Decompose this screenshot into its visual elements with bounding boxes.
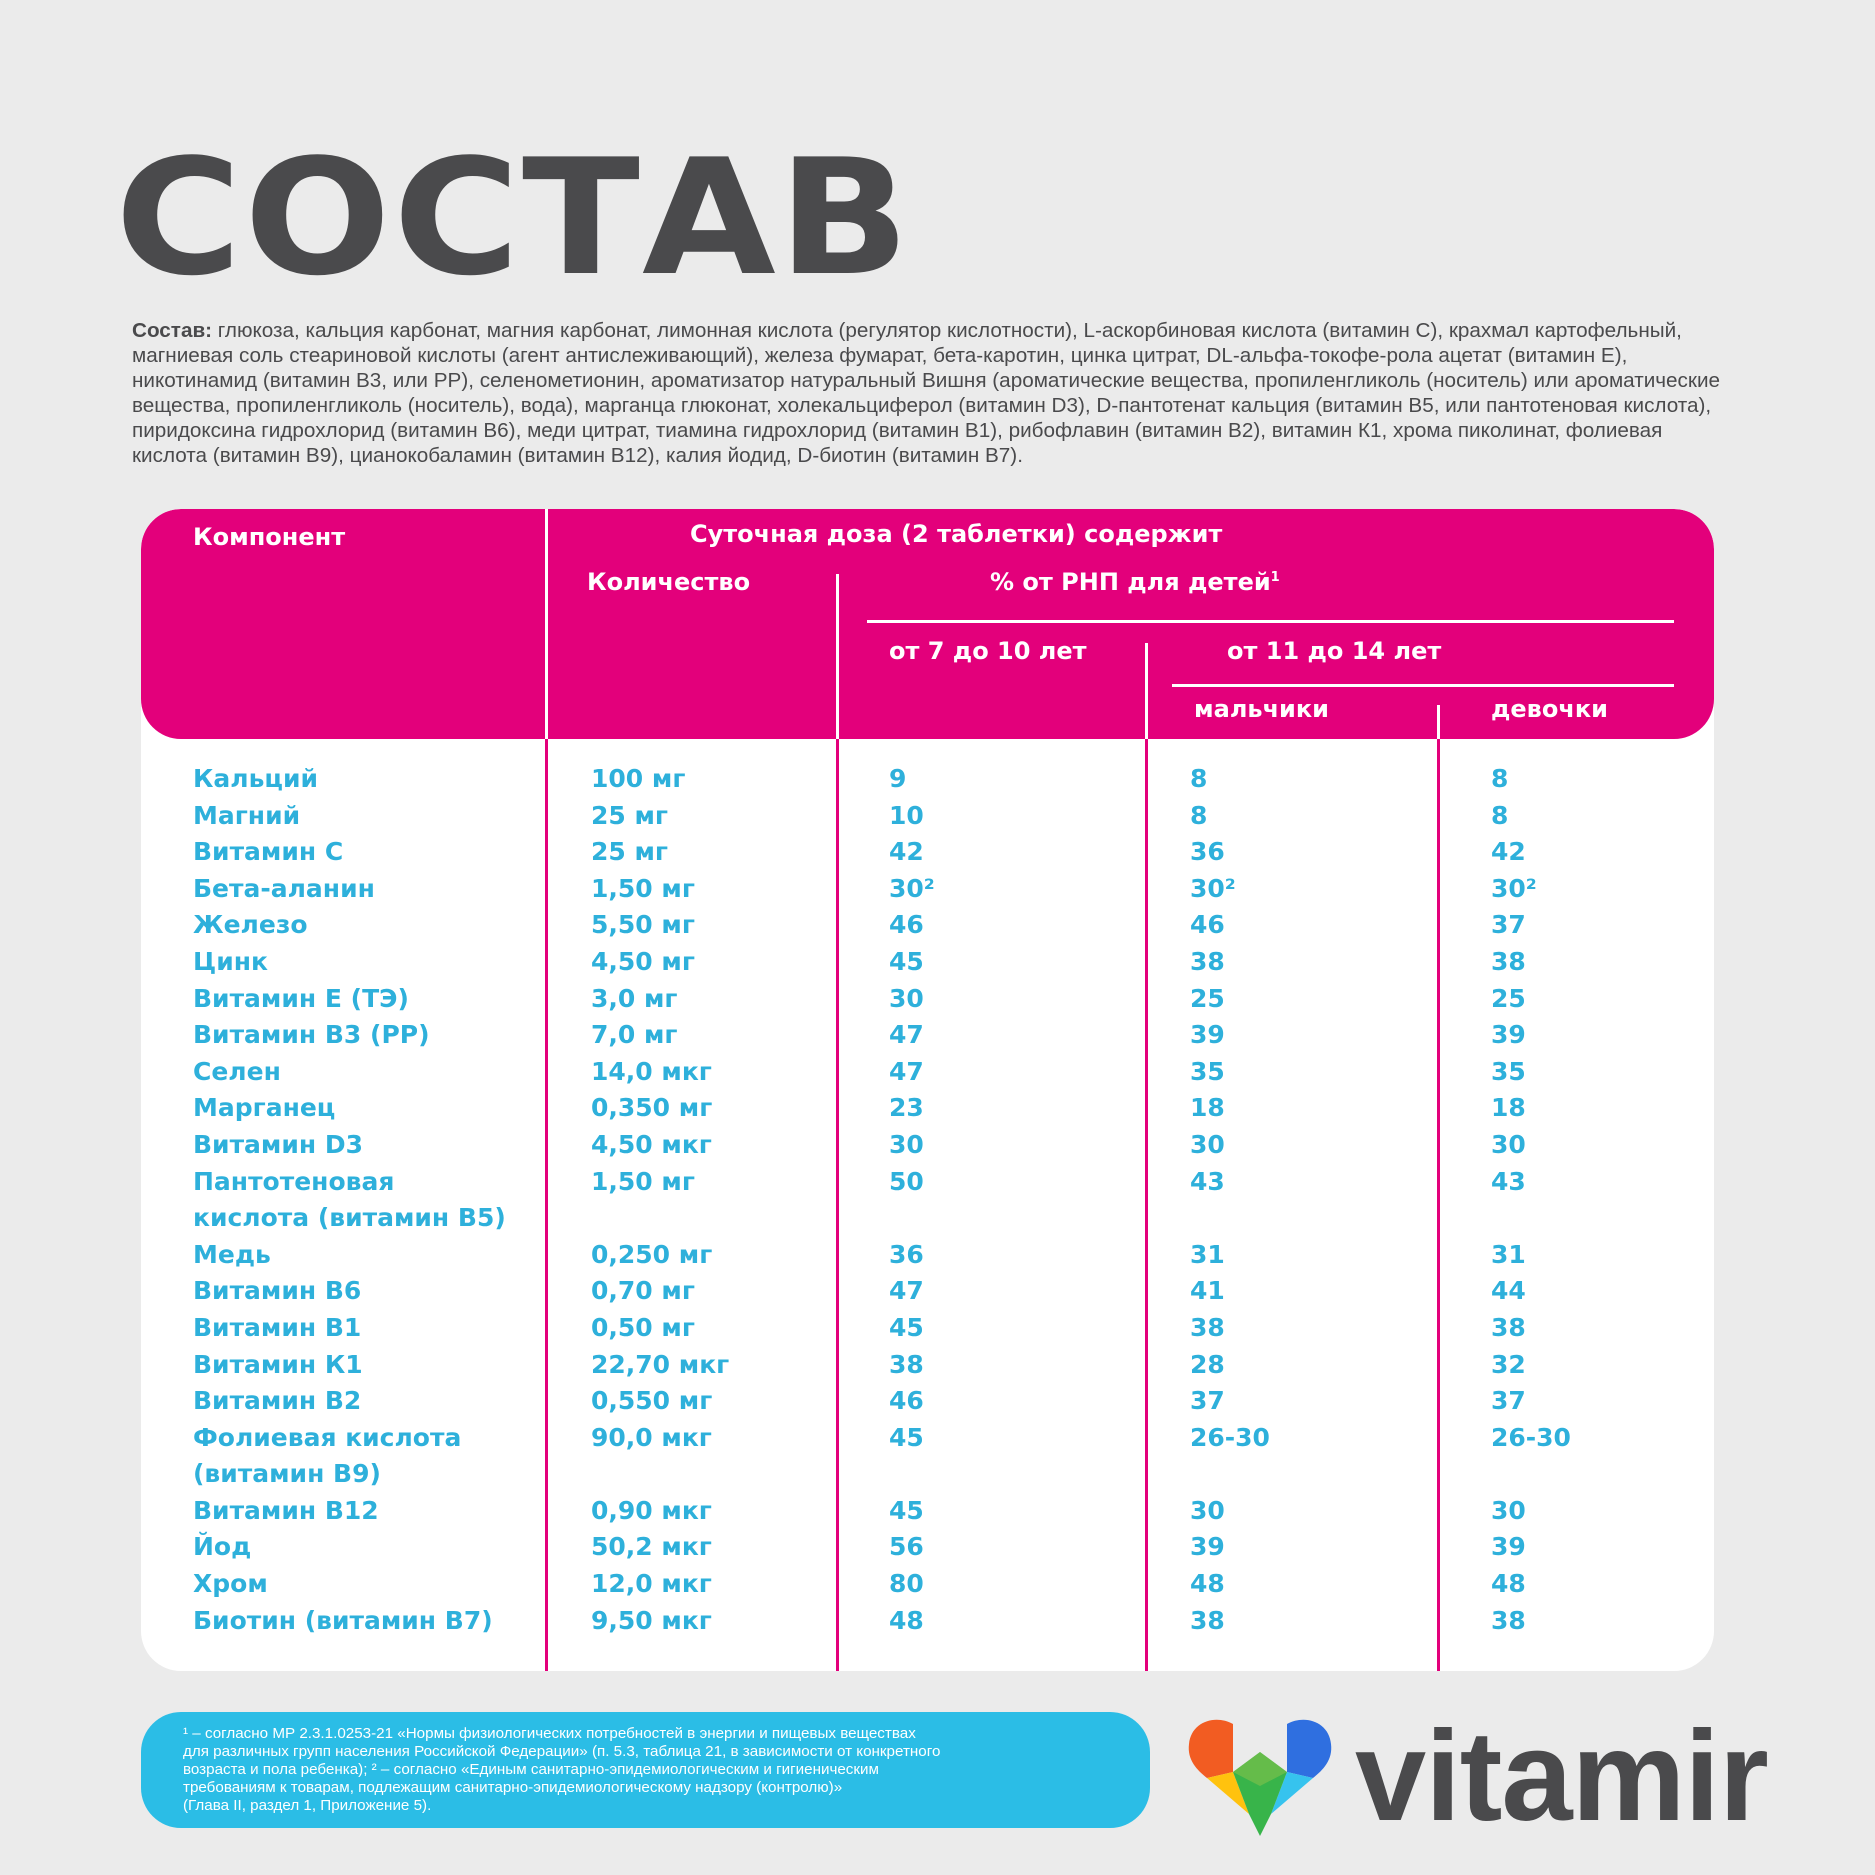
rnp-girls-cell: 48: [1491, 1569, 1526, 1599]
quantity-cell: 3,0 мг: [591, 983, 678, 1013]
rnp-boys-cell: 38: [1190, 1605, 1225, 1635]
rnp-7-10-cell: 10: [889, 800, 924, 830]
rnp-7-10-cell: 45: [889, 1422, 924, 1452]
table-row: [141, 944, 1714, 981]
rnp-7-10-cell: 47: [889, 1276, 924, 1306]
footnote-line: для различных групп населения Российской Федерации» (п. 5.3, таблица 21, в зависимости от конкретного: [183, 1743, 941, 1760]
brand-name: vitamir: [1355, 1705, 1768, 1848]
header-divider: [836, 574, 839, 739]
header-component: Компонент: [193, 523, 346, 551]
rnp-7-10-cell: 46: [889, 910, 924, 940]
rnp-boys-cell: 30: [1190, 1129, 1225, 1159]
table-row: [141, 761, 1714, 798]
table-row: [141, 1090, 1714, 1127]
table-row: [141, 798, 1714, 835]
header-divider: [1437, 705, 1440, 739]
component-cell: Магний: [193, 800, 301, 830]
table-row: [141, 1310, 1714, 1347]
header-rnp: % от РНП для детей$^1$: [990, 568, 1280, 596]
table-row: [141, 1347, 1714, 1384]
rnp-boys-cell: 39: [1190, 1020, 1225, 1050]
component-cell: Йод: [193, 1532, 252, 1562]
header-rule: [867, 620, 1674, 623]
header-age-7-10: от 7 до 10 лет: [889, 637, 1087, 665]
rnp-7-10-cell: 46: [889, 1386, 924, 1416]
rnp-7-10-cell: 45: [889, 1495, 924, 1525]
rnp-7-10-cell: 56: [889, 1532, 924, 1562]
table-row: [141, 1383, 1714, 1420]
rnp-boys-cell: 31: [1190, 1239, 1225, 1269]
rnp-7-10-cell: 23: [889, 1093, 924, 1123]
rnp-girls-cell: 18: [1491, 1093, 1526, 1123]
rnp-7-10-cell: 42: [889, 837, 924, 867]
quantity-cell: 22,70 мкг: [591, 1349, 730, 1379]
table-row: [141, 1237, 1714, 1274]
rnp-girls-cell: 30: [1491, 1129, 1526, 1159]
rnp-7-10-cell: 47: [889, 1020, 924, 1050]
quantity-cell: 4,50 мг: [591, 946, 695, 976]
component-cell: Селен: [193, 1056, 281, 1086]
header-divider: [545, 509, 548, 739]
table-row: [141, 1164, 1714, 1237]
footnote-line: требованиям к товарам, подлежащим санитарно-эпидемиологическому надзору (контролю)»: [183, 1779, 843, 1796]
table-row: [141, 1529, 1714, 1566]
table-row: [141, 1017, 1714, 1054]
quantity-cell: 1,50 мг: [591, 1166, 695, 1196]
rnp-girls-cell: 8: [1491, 764, 1509, 793]
rnp-girls-cell: 38: [1491, 1312, 1526, 1342]
rnp-7-10-cell: 36: [889, 1239, 924, 1269]
table-row: [141, 1493, 1714, 1530]
quantity-cell: 50,2 мкг: [591, 1532, 712, 1562]
table-row: [141, 1603, 1714, 1640]
quantity-cell: 4,50 мкг: [591, 1129, 712, 1159]
header-rule: [1172, 684, 1674, 687]
rnp-boys-cell: 48: [1190, 1569, 1225, 1599]
component-cell: Витамин D3: [193, 1129, 364, 1159]
table-body: [141, 761, 1714, 1639]
rnp-girls-cell: 44: [1491, 1276, 1526, 1306]
component-cell: Витамин В2: [193, 1386, 362, 1416]
rnp-girls-cell: 37: [1491, 910, 1526, 940]
component-cell: Железо: [193, 910, 308, 940]
table-row: [141, 981, 1714, 1018]
rnp-girls-cell: 37: [1491, 1386, 1526, 1416]
rnp-girls-cell: 25: [1491, 983, 1526, 1013]
quantity-cell: 25 мг: [591, 800, 668, 830]
rnp-boys-cell: 38: [1190, 946, 1225, 976]
rnp-boys-cell: 30: [1190, 1495, 1225, 1525]
table-row: [141, 907, 1714, 944]
rnp-7-10-cell: 30²: [889, 873, 935, 903]
rnp-boys-cell: 38: [1190, 1312, 1225, 1342]
rnp-girls-cell: 32: [1491, 1349, 1526, 1379]
table-row: [141, 871, 1714, 908]
rnp-7-10-cell: 45: [889, 1312, 924, 1342]
rnp-7-10-cell: 30: [889, 983, 924, 1013]
footnote-text: [183, 1725, 1143, 1815]
rnp-girls-cell: 30: [1491, 1495, 1526, 1525]
vitamir-heart-logo-icon: [1185, 1712, 1335, 1842]
rnp-boys-cell: 18: [1190, 1093, 1225, 1123]
rnp-7-10-cell: 80: [889, 1569, 924, 1599]
ingredients-text: глюкоза, кальция карбонат, магния карбонат, лимонная кислота (регулятор кислотности), L-аскорбиновая кислота (витамин С), крахмал картофельный, магниевая соль стеариновой кислоты (агент антислеживающий), железа фумарат, бета-каротин, цинка цитрат, DL-альфа-токофе-рола ацетат (витамин Е), никотинамид (витамин B3, или PP), селенометионин, ароматизатор натуральный Вишня (ароматические вещества, пропиленгликоль (носитель) или ароматические вещества, пропиленгликоль (носитель), вода), марганца глюконат, холекальциферол (витамин D3), D-пантотенат кальция (витамин В5, или пантотеновая кислота), пиридоксина гидрохлорид (витамин В6), меди цитрат, тиамина гидрохлорид (витамин В1), рибофлавин (витамин В2), витамин К1, хрома пиколинат, фолиевая кислота (витамин В9), цианокобаламин (витамин В12), калия йодид, D-биотин (витамин В7).: [132, 319, 1721, 467]
rnp-7-10-cell: 47: [889, 1056, 924, 1086]
rnp-girls-cell: 39: [1491, 1020, 1526, 1050]
ingredients-paragraph: [132, 318, 1732, 468]
footnote-line: возраста и пола ребенка); ² – согласно «Единым санитарно-эпидемиологическим и гигиеническим: [183, 1761, 879, 1778]
component-cell: Медь: [193, 1239, 271, 1269]
quantity-cell: 5,50 мг: [591, 910, 695, 940]
quantity-cell: 0,250 мг: [591, 1239, 713, 1269]
footnote-box: [141, 1712, 1150, 1828]
rnp-boys-cell: 25: [1190, 983, 1225, 1013]
nutrition-table: [141, 509, 1714, 1671]
rnp-boys-cell: 8: [1190, 800, 1208, 830]
table-row: [141, 1420, 1714, 1493]
header-age-11-14: от 11 до 14 лет: [1227, 637, 1442, 665]
rnp-7-10-cell: 50: [889, 1166, 924, 1196]
footnote-line: ¹ – согласно МР 2.3.1.0253-21 «Нормы физиологических потребностей в энергии и пищевых веществах: [183, 1725, 916, 1742]
rnp-girls-cell: 31: [1491, 1239, 1526, 1269]
quantity-cell: 7,0 мг: [591, 1020, 678, 1050]
quantity-cell: 14,0 мкг: [591, 1056, 712, 1086]
component-cell: Витамин Е (ТЭ): [193, 983, 409, 1013]
table-row: [141, 1054, 1714, 1091]
rnp-boys-cell: 30²: [1190, 873, 1236, 903]
rnp-7-10-cell: 48: [889, 1605, 924, 1635]
quantity-cell: 9,50 мкг: [591, 1605, 712, 1635]
rnp-boys-cell: 28: [1190, 1349, 1225, 1379]
component-cell: Цинк: [193, 946, 268, 976]
table-row: [141, 834, 1714, 871]
rnp-girls-cell: 39: [1491, 1532, 1526, 1562]
component-cell: Пантотеновая кислота (витамин В5): [193, 1166, 506, 1233]
component-cell: Витамин В1: [193, 1312, 362, 1342]
rnp-7-10-cell: 9: [889, 764, 907, 793]
rnp-girls-cell: 38: [1491, 1605, 1526, 1635]
quantity-cell: 25 мг: [591, 837, 668, 867]
header-girls: девочки: [1491, 695, 1608, 723]
rnp-girls-cell: 43: [1491, 1166, 1526, 1196]
rnp-boys-cell: 35: [1190, 1056, 1225, 1086]
table-row: [141, 1273, 1714, 1310]
page-title: СОСТАВ: [115, 124, 912, 311]
component-cell: Кальций: [193, 764, 318, 793]
quantity-cell: 0,70 мг: [591, 1276, 695, 1306]
rnp-7-10-cell: 38: [889, 1349, 924, 1379]
rnp-boys-cell: 39: [1190, 1532, 1225, 1562]
ingredients-label: Состав:: [132, 319, 213, 342]
rnp-girls-cell: 38: [1491, 946, 1526, 976]
component-cell: Витамин В12: [193, 1495, 379, 1525]
footnote-line: (Глава II, раздел 1, Приложение 5).: [183, 1797, 432, 1814]
quantity-cell: 0,90 мкг: [591, 1495, 712, 1525]
component-cell: Хром: [193, 1569, 268, 1599]
component-cell: Бета-аланин: [193, 873, 375, 903]
header-boys: мальчики: [1194, 695, 1329, 723]
header-quantity: Количество: [587, 568, 751, 596]
rnp-girls-cell: 26-30: [1491, 1422, 1571, 1452]
rnp-boys-cell: 37: [1190, 1386, 1225, 1416]
component-cell: Витамин К1: [193, 1349, 363, 1379]
component-cell: Витамин С: [193, 837, 344, 867]
quantity-cell: 0,350 мг: [591, 1093, 713, 1123]
rnp-boys-cell: 36: [1190, 837, 1225, 867]
quantity-cell: 100 мг: [591, 764, 686, 793]
rnp-boys-cell: 41: [1190, 1276, 1225, 1306]
table-row: [141, 1566, 1714, 1603]
header-daily-dose: Суточная доза (2 таблетки) содержит: [690, 520, 1223, 548]
quantity-cell: 12,0 мкг: [591, 1569, 712, 1599]
rnp-boys-cell: 26-30: [1190, 1422, 1270, 1452]
rnp-boys-cell: 46: [1190, 910, 1225, 940]
brand-logo: [1185, 1705, 1785, 1848]
rnp-girls-cell: 42: [1491, 837, 1526, 867]
table-row: [141, 1127, 1714, 1164]
quantity-cell: 0,50 мг: [591, 1312, 695, 1342]
rnp-girls-cell: 30²: [1491, 873, 1537, 903]
component-cell: Марганец: [193, 1093, 336, 1123]
rnp-boys-cell: 8: [1190, 764, 1208, 793]
rnp-7-10-cell: 45: [889, 946, 924, 976]
component-cell: Биотин (витамин В7): [193, 1605, 493, 1635]
rnp-girls-cell: 8: [1491, 800, 1509, 830]
rnp-girls-cell: 35: [1491, 1056, 1526, 1086]
header-divider: [1145, 643, 1148, 739]
rnp-7-10-cell: 30: [889, 1129, 924, 1159]
rnp-boys-cell: 43: [1190, 1166, 1225, 1196]
component-cell: Витамин В3 (РР): [193, 1020, 430, 1050]
quantity-cell: 0,550 мг: [591, 1386, 713, 1416]
quantity-cell: 90,0 мкг: [591, 1422, 712, 1452]
component-cell: Фолиевая кислота (витамин В9): [193, 1422, 462, 1489]
component-cell: Витамин В6: [193, 1276, 362, 1306]
quantity-cell: 1,50 мг: [591, 873, 695, 903]
